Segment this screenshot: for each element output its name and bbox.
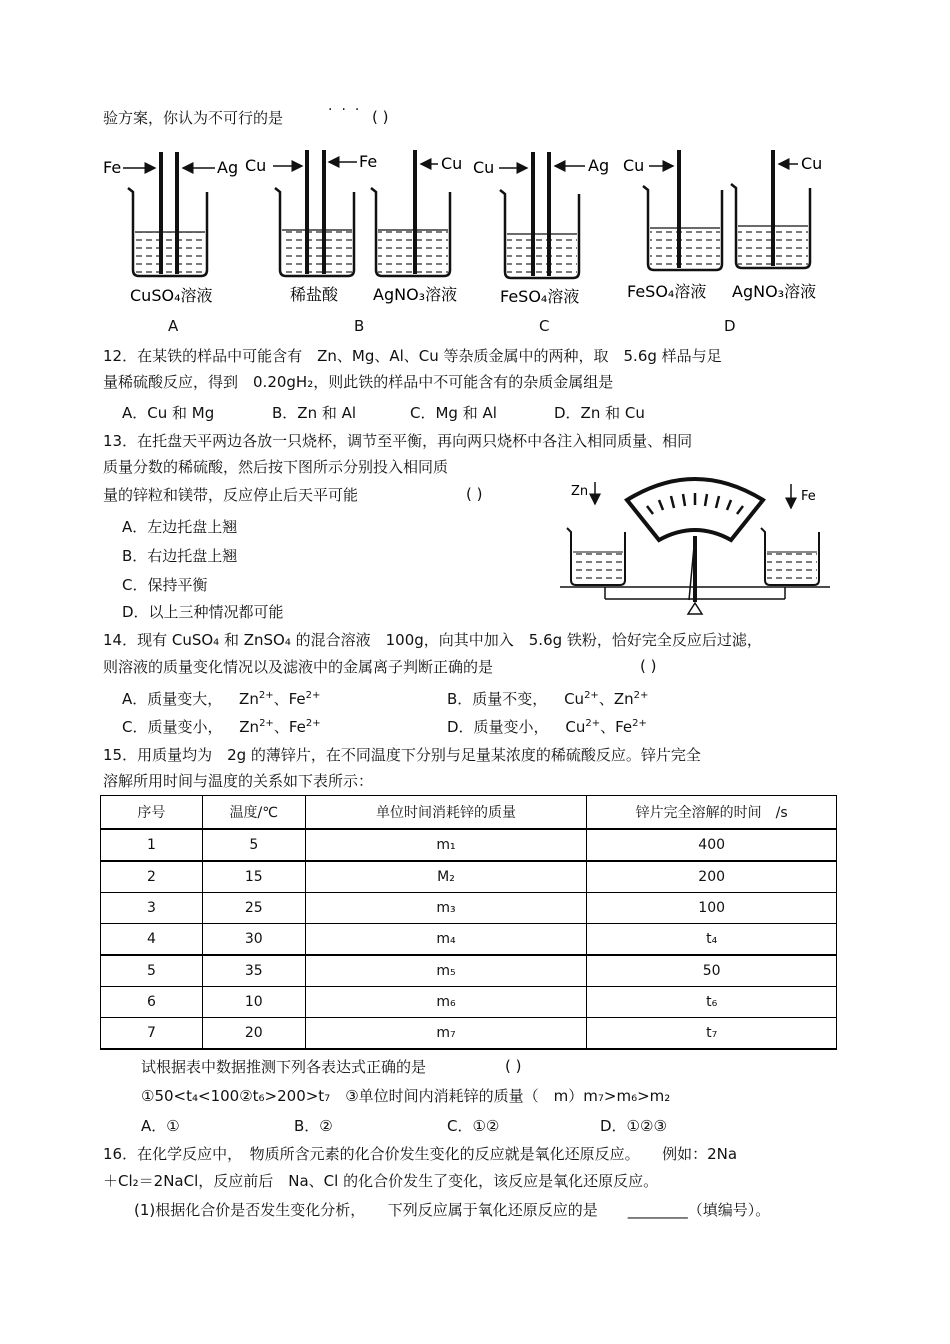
metal-rod <box>547 152 551 276</box>
table-cell: 35 <box>202 955 305 987</box>
solution-label: FeSO₄溶液 <box>627 282 707 301</box>
q14-option-a: A．质量变大， $Zn^{2+}$、$Fe^{2+}$ <box>122 690 321 708</box>
table-row <box>101 829 837 861</box>
solution-label: AgNO₃溶液 <box>373 285 458 304</box>
q15-paren: ( ) <box>505 1057 522 1075</box>
label-cu: Cu <box>623 156 645 175</box>
intro-line: 验方案，你认为不可行的是 ··· <box>103 108 283 128</box>
table-cell: m₆ <box>305 987 587 1018</box>
table-cell: t₄ <box>587 924 837 956</box>
q15-data-table <box>100 795 837 1050</box>
q14-paren: ( ) <box>640 657 657 675</box>
beaker-a <box>103 152 238 305</box>
table-cell: 100 <box>587 893 837 924</box>
q13-option-d: D．以上三种情况都可能 <box>122 603 284 621</box>
table-header: 序号 <box>101 796 203 830</box>
table-cell: 2 <box>101 861 203 893</box>
table-cell: 3 <box>101 893 203 924</box>
metal-rod <box>413 150 417 274</box>
table-header: 锌片完全溶解的时间 /s <box>587 796 837 830</box>
table-cell: 10 <box>202 987 305 1018</box>
q13-option-b: B．右边托盘上翘 <box>122 547 238 565</box>
table-cell: 6 <box>101 987 203 1018</box>
balance-fulcrum <box>688 603 702 614</box>
table-cell: 7 <box>101 1018 203 1050</box>
table-cell: 30 <box>202 924 305 956</box>
metal-rod <box>305 150 309 274</box>
q15-option-a: A．① <box>141 1117 180 1135</box>
q14-option-b: B．质量不变， $Cu^{2+}$、$Zn^{2+}$ <box>447 690 649 708</box>
q13-line1: 13．在托盘天平两边各放一只烧杯，调节至平衡，再向两只烧杯中各注入相同质量、相同 <box>103 432 693 450</box>
metal-rod <box>175 152 179 274</box>
table-row <box>101 987 837 1018</box>
q12-line1: 12．在某铁的样品中可能含有 Zn、Mg、Al、Cu 等杂质金属中的两种，取 5.6g 样品与足 <box>103 347 722 365</box>
table-row <box>101 1018 837 1050</box>
q15-line2: 溶解所用时间与温度的关系如下表所示： <box>103 772 374 790</box>
table-cell: 50 <box>587 955 837 987</box>
beaker-d1 <box>623 150 722 301</box>
balance-dial <box>627 479 763 540</box>
table-cell: m₅ <box>305 955 587 987</box>
table-cell: m₇ <box>305 1018 587 1050</box>
label-cu: Cu <box>441 154 463 173</box>
table-cell: m₃ <box>305 893 587 924</box>
q12-option-a: A．Cu 和 Mg <box>122 404 215 422</box>
metal-rod <box>677 150 681 268</box>
table-cell: 400 <box>587 829 837 861</box>
table-cell: 1 <box>101 829 203 861</box>
q14-line1: 14．现有 CuSO₄ 和 ZnSO₄ 的混合溶液 100g，向其中加入 5.6g 铁粉，恰好完全反应后过滤， <box>103 631 762 649</box>
option-d-label: D <box>724 317 736 335</box>
q12-line2: 量稀硫酸反应，得到 0.20gH₂，则此铁的样品中不可能含有的杂质金属组是 <box>103 373 614 391</box>
label-fe: Fe <box>359 152 378 171</box>
dial-ticks <box>647 493 743 514</box>
table-header: 温度/℃ <box>202 796 305 830</box>
q14-line2: 则溶液的质量变化情况以及滤液中的金属离子判断正确的是 <box>103 658 494 676</box>
q16-line3: (1)根据化合价是否发生变化分析， 下列反应属于氧化还原反应的是 ________（填编号）。 <box>134 1201 771 1219</box>
beaker-b1 <box>245 150 377 304</box>
table-row <box>101 924 837 956</box>
table-cell: M₂ <box>305 861 587 893</box>
table-cell: t₇ <box>587 1018 837 1050</box>
table-row <box>101 955 837 987</box>
label-cu: Cu <box>245 156 267 175</box>
q11-beakers-figure <box>95 140 855 315</box>
table-row <box>101 861 837 893</box>
q15-option-c: C．①② <box>447 1117 500 1135</box>
table-header-row <box>101 796 837 830</box>
intro-paren: ( ) <box>372 108 389 126</box>
option-b-label: B <box>354 317 365 335</box>
solution-label: CuSO₄溶液 <box>130 286 213 305</box>
label-zn: Zn <box>571 484 589 499</box>
q14-option-d: D．质量变小， $Cu^{2+}$、$Fe^{2+}$ <box>447 718 647 736</box>
q15-option-b: B．② <box>294 1117 333 1135</box>
table-row <box>101 893 837 924</box>
q13-option-a: A．左边托盘上翘 <box>122 518 238 536</box>
q15-prompt: 试根据表中数据推测下列各表达式正确的是 <box>141 1058 427 1076</box>
label-cu: Cu <box>473 158 495 177</box>
q15-line1: 15．用质量均为 2g 的薄锌片，在不同温度下分别与足量某浓度的稀硫酸反应。锌片完全 <box>103 746 701 764</box>
solution-label: 稀盐酸 <box>290 285 339 304</box>
beaker-d2 <box>731 150 822 301</box>
q16-line1: 16．在化学反应中， 物质所含元素的化合价发生变化的反应就是氧化还原反应。 例如：2Na <box>103 1145 738 1163</box>
option-c-label: C <box>539 317 550 335</box>
metal-rod <box>531 152 535 276</box>
table-header: 单位时间消耗锌的质量 <box>305 796 587 830</box>
left-beaker <box>567 528 625 585</box>
q14-option-c: C．质量变小， $Zn^{2+}$、$Fe^{2+}$ <box>122 718 321 736</box>
table-cell: 5 <box>202 829 305 861</box>
q12-option-d: D．Zn 和 Cu <box>554 404 645 422</box>
q12-option-c: C．Mg 和 Al <box>410 404 497 422</box>
label-ag: Ag <box>588 156 610 175</box>
q12-option-b: B．Zn 和 Al <box>272 404 357 422</box>
q13-line3: 量的锌粒和镁带，反应停止后天平可能 <box>103 486 359 504</box>
table-cell: m₁ <box>305 829 587 861</box>
table-cell: 15 <box>202 861 305 893</box>
metal-rod <box>159 152 163 274</box>
option-a-label: A <box>168 317 179 335</box>
q13-line2: 质量分数的稀硫酸，然后按下图所示分别投入相同质 <box>103 458 449 476</box>
q13-option-c: C．保持平衡 <box>122 576 208 594</box>
table-cell: 25 <box>202 893 305 924</box>
q15-option-d: D．①②③ <box>600 1117 667 1135</box>
table-cell: 20 <box>202 1018 305 1050</box>
table-cell: 4 <box>101 924 203 956</box>
q13-paren: ( ) <box>466 485 483 503</box>
table-cell: m₄ <box>305 924 587 956</box>
solution-label: FeSO₄溶液 <box>500 287 580 306</box>
q15-statements: ①50<t₄<100②t₆>200>t₇ ③单位时间内消耗锌的质量（ m）m₇>m₆>m₂ <box>141 1087 671 1105</box>
q13-balance-figure <box>555 462 840 622</box>
table-cell: 200 <box>587 861 837 893</box>
metal-rod <box>322 150 326 274</box>
label-cu: Cu <box>801 154 823 173</box>
solution-label: AgNO₃溶液 <box>732 282 817 301</box>
emphasis-dots: ··· <box>328 102 369 118</box>
beaker-b2 <box>371 150 462 304</box>
label-ag: Ag <box>217 158 239 177</box>
table-cell: t₆ <box>587 987 837 1018</box>
beaker-c <box>473 152 609 306</box>
right-beaker <box>761 528 819 585</box>
table-cell: 5 <box>101 955 203 987</box>
label-fe: Fe <box>801 489 816 504</box>
label-fe: Fe <box>103 158 122 177</box>
metal-rod <box>771 150 775 266</box>
q16-line2: ＋Cl₂＝2NaCl，反应前后 Na、Cl 的化合价发生了变化，该反应是氧化还原反应。 <box>103 1172 659 1190</box>
